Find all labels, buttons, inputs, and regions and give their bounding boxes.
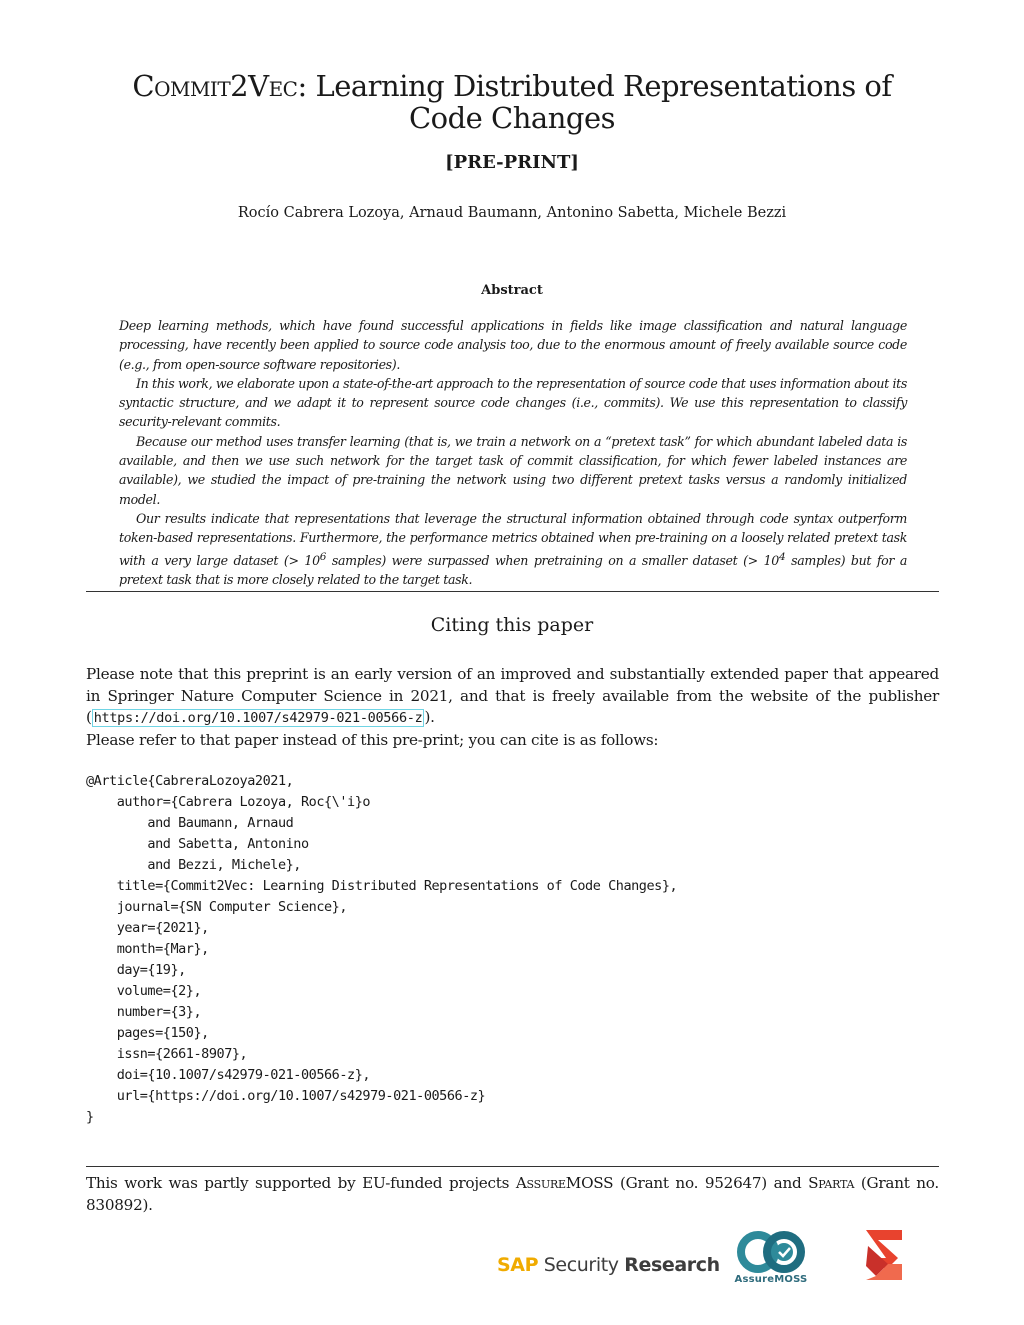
citation-note-paragraph-2: Please refer to that paper instead of this pre-print; you can cite is as follows:: [86, 730, 659, 749]
note-text-a: Please note that this preprint is an early version of an improved and substantially extended paper that appeared in Springer Nature Computer Science in 2021, and that is freely available from the website of the publisher (: [86, 665, 939, 726]
abstract-paragraph-3: Because our method uses transfer learning (that is, we train a network on a “pretext task” for which abundant labeled data is available, and then we use such network for the target task of commit classification, for which fewer labeled instances are available), we studied the impact of pre-training the network using two different pretext tasks versus a randomly initialized model.: [119, 433, 907, 507]
title-smallcaps: Commit2Vec: [132, 69, 298, 103]
assuremoss-wordmark: AssureMOSS: [734, 1274, 808, 1285]
paper-title: [100, 70, 924, 134]
sap-brand: SAP: [497, 1254, 539, 1276]
title-rest: : Learning Distributed Representations of Code Changes: [297, 69, 892, 135]
footnote-divider: [86, 1166, 939, 1167]
project-sparta: Sparta: [808, 1174, 855, 1192]
citation-note: [86, 664, 939, 751]
abstract-paragraph-2: In this work, we elaborate upon a state-of-the-art approach to the representation of source code that uses information about its syntactic structure, and we adapt it to represent source code changes (i.e., commits). We use this representation to classify security-relevant commits.: [119, 375, 908, 430]
section-divider-top: [86, 591, 939, 592]
preprint-label: [PRE-PRINT]: [445, 152, 579, 173]
funding-note: [86, 1173, 939, 1216]
doi-link[interactable]: https://doi.org/10.1007/s42979-021-00566-z: [93, 710, 423, 726]
citing-heading: Citing this paper: [430, 614, 594, 636]
project-assure-sc: Assure: [515, 1174, 566, 1192]
bibtex-entry: @Article{CabreraLozoya2021, author={Cabrera Lozoya, Roc{\'i}o and Baumann, Arnaud and Sabetta, Antonino and Bezzi, Michele}, title={Commit2Vec: Learning Distributed Representations of Code Changes}, journal={SN Computer Science}, year={2021}, month={Mar}, day={19}, volume={2}, number={3}, pages={150}, issn={2661-8907}, doi={10.1007/s42979-021-00566-z}, url={https://doi.org/10.1007/s42979-021-00566-z} }: [86, 773, 678, 1125]
citation-note-paragraph: [86, 664, 939, 730]
exponent-4: 4: [778, 550, 786, 563]
note-text-b: ).: [424, 708, 435, 726]
abstract-p4-part-a: Our results indicate that representations that leverage the structural information obtained through code syntax outperform token-based representations. Furthermore, the performance metrics obtained when pre-training on a loosely related pretext task with a very large dataset (> 10: [119, 510, 907, 568]
sap-security-research-logo: [497, 1254, 720, 1276]
abstract-p4-part-b: samples) were surpassed when pretraining on a smaller dataset (> 10: [326, 552, 779, 568]
funding-text-a: This work was partly supported by EU-funded projects: [86, 1174, 516, 1192]
funding-text-b: (Grant no. 952647) and: [613, 1174, 809, 1192]
abstract-paragraph-1: Deep learning methods, which have found successful applications in fields like image classification and natural language processing, have recently been applied to source code analysis too, due to the enormous amount of freely available source code (e.g., from open-source software repositories).: [119, 318, 907, 372]
abstract-p4-part-c: samples) but for a pretext task that is more closely related to the target task.: [119, 552, 908, 588]
project-assure-rest: MOSS: [565, 1174, 614, 1192]
author-list: Rocío Cabrera Lozoya, Arnaud Baumann, Antonino Sabetta, Michele Bezzi: [237, 205, 787, 221]
abstract-body: [119, 316, 907, 589]
abstract-heading: Abstract: [481, 283, 543, 298]
exponent-6: 6: [319, 550, 327, 563]
sparta-logo-icon: [858, 1224, 910, 1286]
sap-security-word: Security: [543, 1254, 619, 1276]
abstract-paragraph-4: [119, 509, 907, 589]
funding-text-c: (Grant no. 830892).: [86, 1174, 939, 1214]
sap-research-word: Research: [624, 1254, 720, 1276]
